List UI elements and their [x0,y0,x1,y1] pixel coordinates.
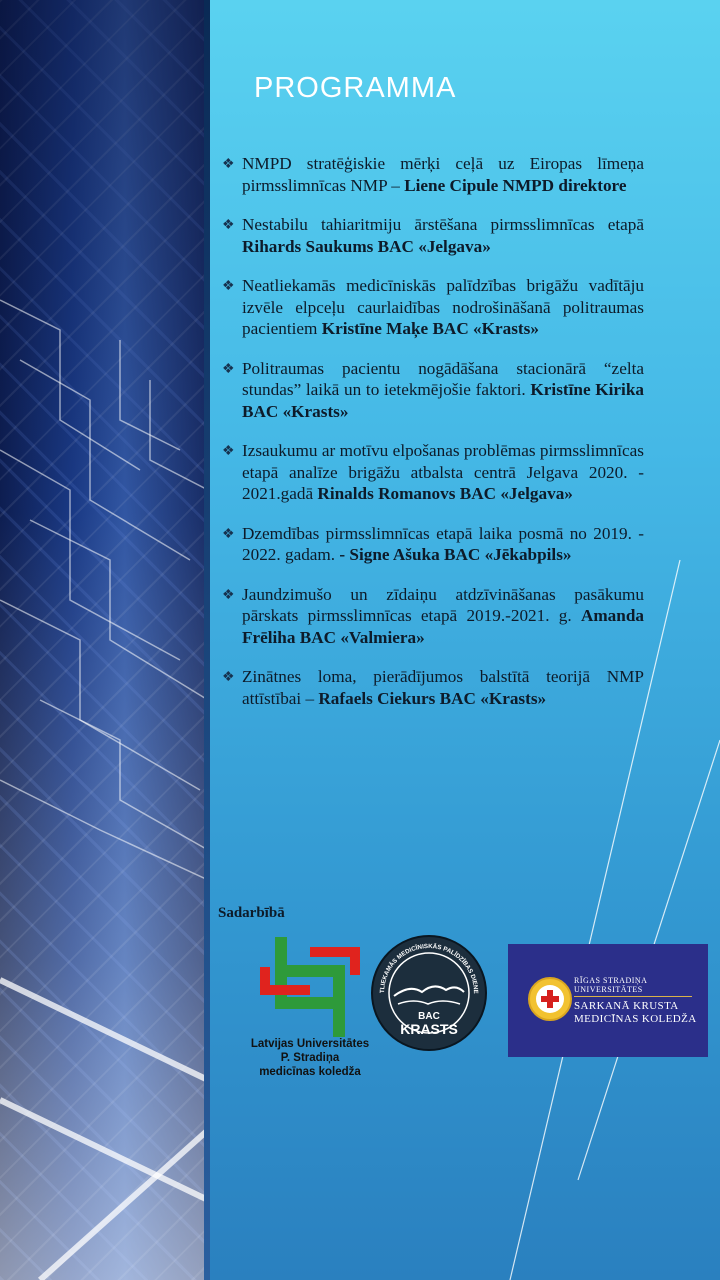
diamond-bullet-icon: ❖ [222,526,235,542]
program-item [222,523,644,566]
program-panel [210,0,720,1280]
diamond-bullet-icon: ❖ [222,361,235,377]
program-item-speaker: Amanda Frēliha BAC «Valmiera» [242,606,644,647]
program-item-text: NMPD stratēģiskie mērķi ceļā uz Eiropas līmeņa pirmsslimnīcas NMP – [242,154,644,195]
diamond-bullet-icon: ❖ [222,218,235,233]
program-item-text: Nestabilu tahiaritmiju ārstēšana pirmsslimnīcas etapā [242,215,644,234]
program-item-text: Neatliekamās medicīniskās palīdzības brigāžu vadītāju izvēle elpceļu caurlaidības nodrošināšanā politraumas pacientiem [242,276,644,338]
diamond-bullet-icon: ❖ [222,670,235,685]
program-item [222,275,644,340]
program-item-speaker: Kristīne Maķe BAC «Krasts» [321,319,539,338]
krasts-bac: BAC [418,1011,440,1022]
lu-emblem-icon [230,937,390,1037]
program-item-speaker: Rafaels Ciekurs BAC «Krasts» [318,688,547,708]
program-item-speaker: Rinalds Romanovs BAC «Jelgava» [317,484,573,503]
rsu-small-text: RĪGAS STRADIŅA UNIVERSITĀTES [574,976,648,994]
program-item-speaker: Kristīne Kirika BAC «Krasts» [242,380,644,421]
program-item [222,666,644,709]
program-item [222,214,644,257]
page-title: PROGRAMMA [254,72,457,104]
program-item-text: Jaundzimušo un zīdaiņu atdzīvināšanas pasākumu pārskats pirmsslimnīcas etapā 2019.-2021. g. [242,584,644,625]
bac-krasts-emblem [370,934,488,1052]
program-item [222,358,644,423]
lu-line-3: medicīnas koledža [259,1066,361,1078]
lu-line-2: P. Stradiņa [280,1052,340,1064]
diamond-bullet-icon: ❖ [222,279,235,294]
krasts-ring-text: TLIEKAMĀS MEDICĪNISKĀS PALĪDZĪBAS DIENE [378,942,480,994]
bac-krasts-logo [370,934,488,1052]
program-item [222,584,644,649]
program-item-text: Zinātnes loma, pierādījumos balstītā teorijā NMP attīstībai – [242,667,644,708]
program-item-speaker: Liene Cipule NMPD direktore [404,175,627,195]
program-item [222,153,644,196]
program-item [222,440,644,505]
lu-college-logo [230,937,390,1087]
rsu-divider [574,996,692,997]
diamond-bullet-icon: ❖ [222,587,235,603]
program-item-speaker: - Signe Ašuka BAC «Jēkabpils» [339,545,572,564]
rsu-line-1: SARKANĀ KRUSTA [574,1000,679,1012]
diamond-bullet-icon: ❖ [222,157,235,172]
program-item-speaker: Rihards Saukums BAC «Jelgava» [242,236,491,256]
decorative-circuit-image [0,0,208,1280]
lu-line-1: Latvijas Universitātes [250,1038,370,1050]
circuit-pattern [0,0,208,1280]
program-item-text: Politraumas pacientu nogādāšana stacionārā “zelta stundas” laikā un to ietekmējošie faktori. [242,358,644,399]
program-list [222,153,644,727]
krasts-name: KRASTS [400,1021,458,1037]
diamond-bullet-icon: ❖ [222,444,235,459]
rsu-college-logo [508,944,708,1057]
collaboration-label: Sadarbībā [218,905,285,921]
program-item-text: Izsaukumu ar motīvu elpošanas problēmas pirmsslimnīcas etapā analīze brigāžu atbalsta centrā Jelgava 2020. - 2021.gadā [242,441,644,503]
program-item-text: Dzemdības pirmsslimnīcas etapā laika posmā no 2019. - 2022. gadam. [242,523,644,564]
rsu-line-2: MEDICĪNAS KOLEDŽA [574,1013,697,1025]
